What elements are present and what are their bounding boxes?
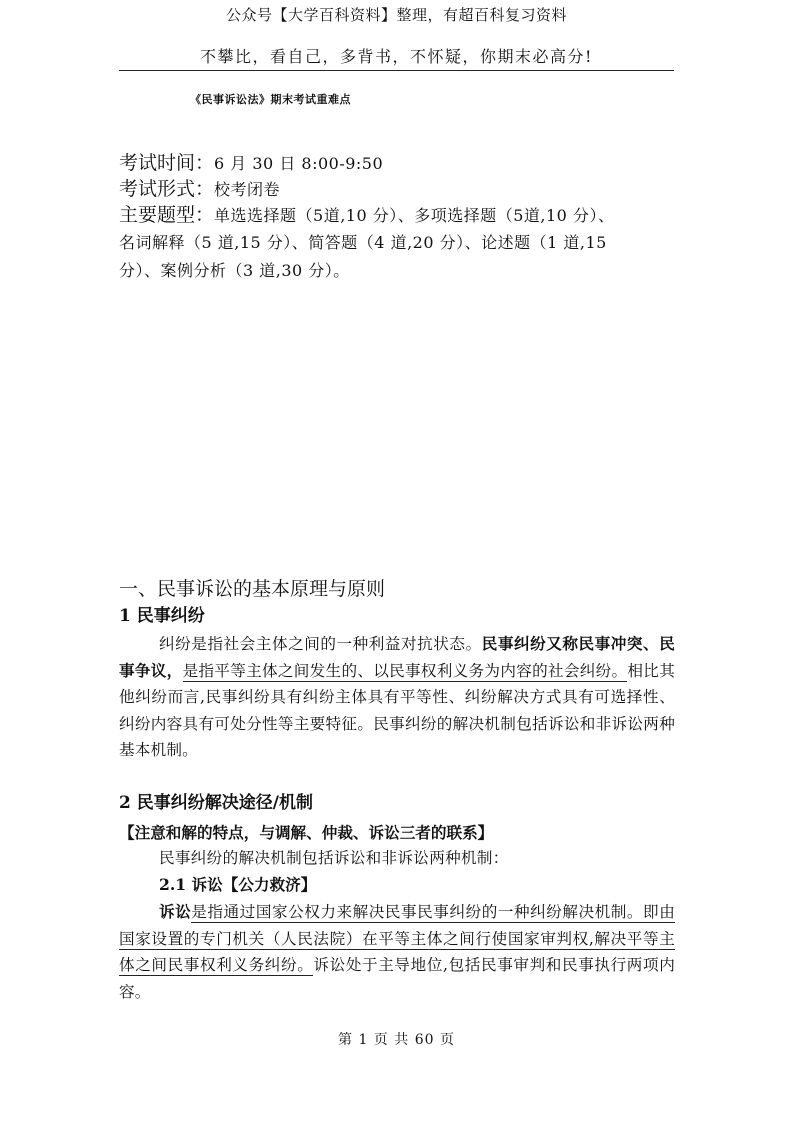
- bold-term: 民事纠纷又称民事冲突、民事争议，: [119, 634, 675, 680]
- exam-time-value: 6 月 30 日 8:00-9:50: [214, 154, 384, 173]
- bold-term: 诉讼: [159, 902, 192, 921]
- header-motto-line: 不攀比，看自己，多背书，不怀疑，你期末必高分!: [200, 47, 593, 66]
- exam-form-row: [119, 176, 679, 203]
- paragraph-civil-dispute: [119, 631, 675, 764]
- exam-form-value: 校考闭卷: [214, 180, 281, 199]
- paragraph-text: 诉讼处于主导地位,包括民事审判和民事执行两项内容。: [119, 956, 675, 1001]
- exam-time-row: [119, 150, 679, 177]
- exam-types-row: [119, 202, 679, 229]
- exam-form-label: 考试形式：: [119, 178, 215, 200]
- underlined-definition: 是指平等主体之间发生的、以民事权利义务为内容的社会纠纷。: [182, 661, 628, 680]
- page-number: 第 1 页 共 60 页: [338, 1032, 455, 1048]
- document-title: 《民事诉讼法》期末考试重难点: [190, 93, 351, 106]
- underlined-definition: 是指通过国家公权力来解决民事民事纠纷的一种纠纷解决机制。即由国家设置的专门机关（人民法院）在平等主体之间行使国家审判权,解决平等主体之间民事权利义务纠纷。: [119, 903, 675, 974]
- exam-types-line3: 分）、案例分析（3 道,30 分）。: [119, 261, 350, 280]
- mechanism-intro: 民事纠纷的解决机制包括诉讼和非诉讼两种机制：: [159, 849, 509, 867]
- subsection-heading-litigation: 2.1 诉讼【公力救济】: [159, 875, 317, 894]
- header-source-line: 公众号【大学百科资料】整理，有超百科复习资料: [225, 6, 567, 24]
- header-divider: [119, 70, 674, 71]
- subsection-heading-civil-dispute: 1 民事纠纷: [119, 606, 205, 626]
- exam-types-label: 主要题型：: [119, 204, 215, 226]
- paragraph-litigation: [119, 899, 675, 1005]
- subsection-heading-resolution: 2 民事纠纷解决途径/机制: [119, 793, 313, 813]
- exam-types-line2: 名词解释（5 道,15 分）、简答题（4 道,20 分）、论述题（1 道,15: [119, 233, 607, 252]
- paragraph-text: 纠纷是指社会主体之间的一种利益对抗状态。: [159, 635, 482, 653]
- section-heading: 一、民事诉讼的基本原理与原则: [119, 578, 386, 600]
- note-line: 【注意和解的特点，与调解、仲裁、诉讼三者的联系】: [119, 823, 494, 842]
- exam-time-label: 考试时间：: [119, 152, 215, 174]
- exam-types-line1: 单选选择题（5道,10 分）、多项选择题（5道,10 分）、: [214, 206, 615, 225]
- paragraph-text: 相比其他纠纷而言,民事纠纷具有纠纷主体具有平等性、纠纷解决方式具有可选择性、纠纷内容具有可处分性等主要特征。民事纠纷的解决机制包括诉讼和非诉讼两种基本机制。: [119, 661, 675, 759]
